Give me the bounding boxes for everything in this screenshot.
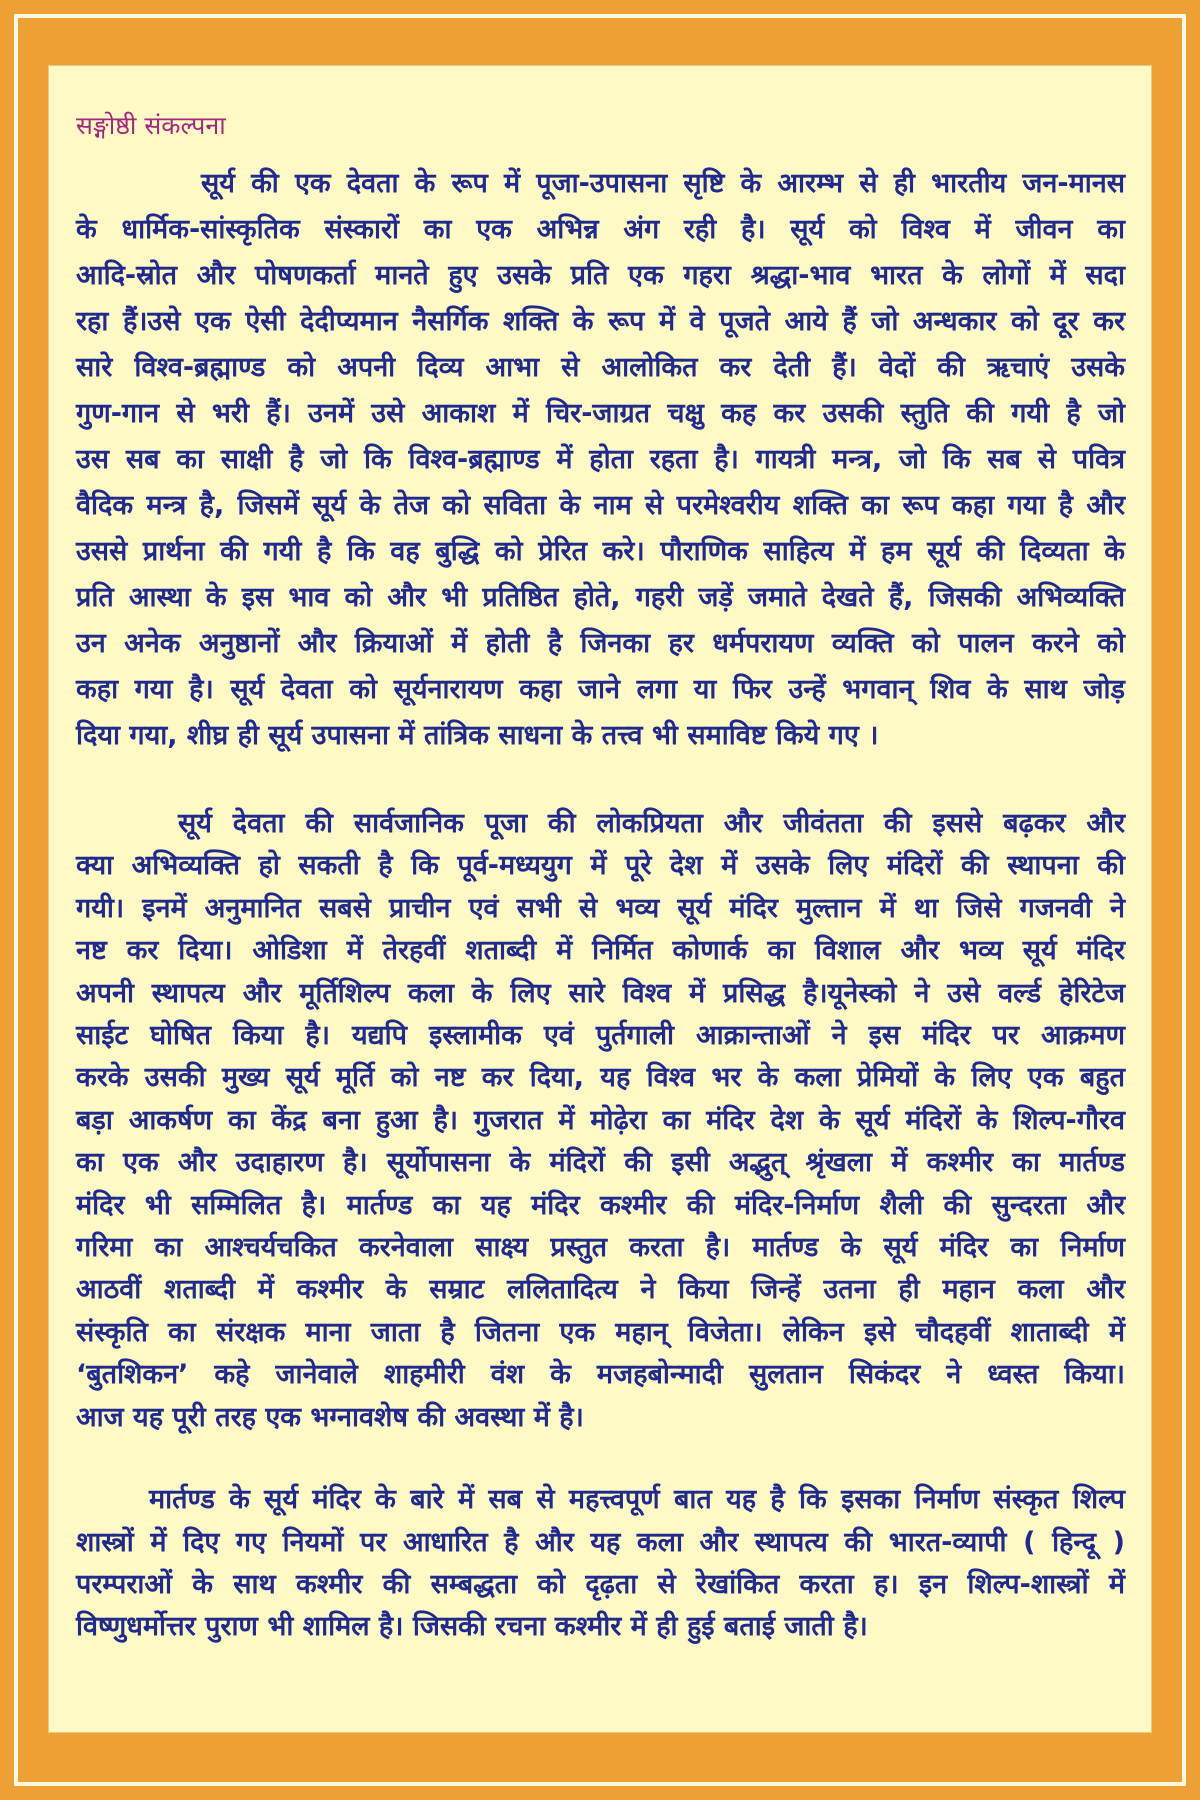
text-line: दिया गया, शीघ्र ही सूर्य उपासना में तांत्रिक साधना के तत्त्व भी समाविष्ट किये गए । — [76, 720, 879, 751]
text-line: आज यह पूरी तरह एक भग्नावशेष की अवस्था में है। — [76, 1401, 584, 1433]
text-line: आठवीं शताब्दी में कश्मीर के सम्राट ललितादित्य ने किया जिन्हें उतना ही महान कला और — [76, 1274, 1125, 1306]
text-line: मंदिर भी सम्मिलित है। मार्तण्ड का यह मंदिर कश्मीर की मंदिर-निर्माण शैली की सुन्दरता और — [76, 1189, 1125, 1221]
text-line: संस्कृति का संरक्षक माना जाता है जितना एक महान् विजेता। लेकिन इसे चौदहवीं शाताब्दी में — [76, 1316, 1125, 1348]
text-line: वैदिक मन्त्र है, जिसमें सूर्य के तेज को सविता के नाम से परमेश्वरीय शक्ति का रूप कहा गया है और — [76, 490, 1125, 521]
text-line: गुण-गान से भरी हैं। उनमें उसे आकाश में चिर-जाग्रत चक्षु कह कर उसकी स्तुति की गयी है जो — [76, 398, 1125, 429]
text-line: कहा गया है। सूर्य देवता को सूर्यनारायण कहा जाने लगा या फिर उन्हें भगवान् शिव के साथ जोड़ — [76, 674, 1125, 705]
text-line: क्या अभिव्यक्ति हो सकती है कि पूर्व-मध्ययुग में पूरे देश में उसके लिए मंदिरों की स्थापना की — [76, 850, 1125, 882]
text-line: उस सब का साक्षी है जो कि विश्व-ब्रह्माण्ड में होता रहता है। गायत्री मन्त्र, जो कि सब से पवित्र — [76, 444, 1125, 475]
paragraph-1 — [76, 161, 1125, 759]
text-line: गयी। इनमें अनुमानित सबसे प्राचीन एवं सभी से भव्य सूर्य मंदिर मुल्तान में था जिसे गजनवी ने — [76, 892, 1125, 924]
text-line: साईट घोषित किया है। यद्यपि इस्लामीक एवं पुर्तगाली आक्रान्ताओं ने इस मंदिर पर आक्रमण — [76, 1020, 1125, 1052]
text-line: गरिमा का आश्चर्यचकित करनेवाला साक्ष्य प्रस्तुत करता है। मार्तण्ड के सूर्य मंदिर का निर्माण — [76, 1232, 1125, 1264]
text-line: विष्णुधर्मोत्तर पुराण भी शामिल है। जिसकी रचना कश्मीर में ही हुई बताई जाती है। — [76, 1611, 868, 1643]
text-line: सारे विश्व-ब्रह्माण्ड को अपनी दिव्य आभा से आलोकित कर देती हैं। वेदों की ऋचाएं उसके — [76, 352, 1125, 383]
body-text — [76, 161, 1125, 1649]
section-title: सङ्गोष्ठी संकल्पना — [76, 111, 226, 140]
content-panel — [48, 65, 1152, 1733]
text-line: मार्तण्ड के सूर्य मंदिर के बारे में सब से महत्त्वपूर्ण बात यह है कि इसका निर्माण संस्कृत शिल्प — [149, 1484, 1125, 1516]
text-line: का एक और उदाहारण है। सूर्योपासना के मंदिरों की इसी अद्भुत् श्रृंखला में कश्मीर का मार्तण्ड — [76, 1147, 1125, 1179]
text-line: परम्पराओं के साथ कश्मीर की सम्बद्धता को दृढ़ता से रेखांकित करता ह। इन शिल्प-शास्त्रों में — [76, 1568, 1125, 1600]
text-line: करके उसकी मुख्य सूर्य मूर्ति को नष्ट कर दिया, यह विश्व भर के कला प्रेमियों के लिए एक बहुत — [76, 1062, 1125, 1094]
text-line: उससे प्रार्थना की गयी है कि वह बुद्धि को प्रेरित करे। पौराणिक साहित्य में हम सूर्य की दिव्यता के — [76, 536, 1125, 567]
text-line: अपनी स्थापत्य और मूर्तिशिल्प कला के लिए सारे विश्व में प्रसिद्ध है।यूनेस्को ने उसे वर्ल्ड हेरिटेज — [76, 977, 1125, 1009]
text-line: शास्त्रों में दिए गए नियमों पर आधारित है और यह कला और स्थापत्य की भारत-व्यापी ( हिन्दू ) — [76, 1526, 1125, 1558]
text-line: सूर्य की एक देवता के रूप में पूजा-उपासना सृष्टि के आरम्भ से ही भारतीय जन-मानस — [201, 168, 1125, 199]
text-line: उन अनेक अनुष्ठानों और क्रियाओं में होती है जिनका हर धर्मपरायण व्यक्ति को पालन करने को — [76, 628, 1125, 659]
text-line: रहा हैं।उसे एक ऐसी देदीप्यमान नैसर्गिक शक्ति के रूप में वे पूजते आये हैं जो अन्धकार को दूर कर — [76, 306, 1125, 337]
text-line: आदि-स्रोत और पोषणकर्ता मानते हुए उसके प्रति एक गहरा श्रद्धा-भाव भारत के लोगों में सदा — [76, 260, 1125, 291]
text-line: बड़ा आकर्षण का केंद्र बना हुआ है। गुजरात में मोढ़ेरा का मंदिर देश के सूर्य मंदिरों के शिल्प-गौरव — [76, 1104, 1125, 1136]
text-line: के धार्मिक-सांस्कृतिक संस्कारों का एक अभिन्न अंग रही है। सूर्य को विश्व में जीवन का — [76, 214, 1125, 245]
text-line: सूर्य देवता की सार्वजानिक पूजा की लोकप्रियता और जीवंतता की इससे बढ़कर और — [178, 808, 1125, 839]
text-line: प्रति आस्था के इस भाव को और भी प्रतिष्ठित होते, गहरी जड़ें जमाते देखते हैं, जिसकी अभिव्यक्ति — [76, 582, 1125, 613]
paragraph-2 — [76, 803, 1125, 1439]
paragraph-3 — [76, 1479, 1125, 1649]
text-line: ‘बुतशिकन’ कहे जानेवाले शाहमीरी वंश के मजहबोन्मादी सुलतान सिकंदर ने ध्वस्त किया। — [76, 1359, 1125, 1391]
text-line: नष्ट कर दिया। ओडिशा में तेरहवीं शताब्दी में निर्मित कोणार्क का विशाल और भव्य सूर्य मंदिर — [76, 935, 1125, 967]
